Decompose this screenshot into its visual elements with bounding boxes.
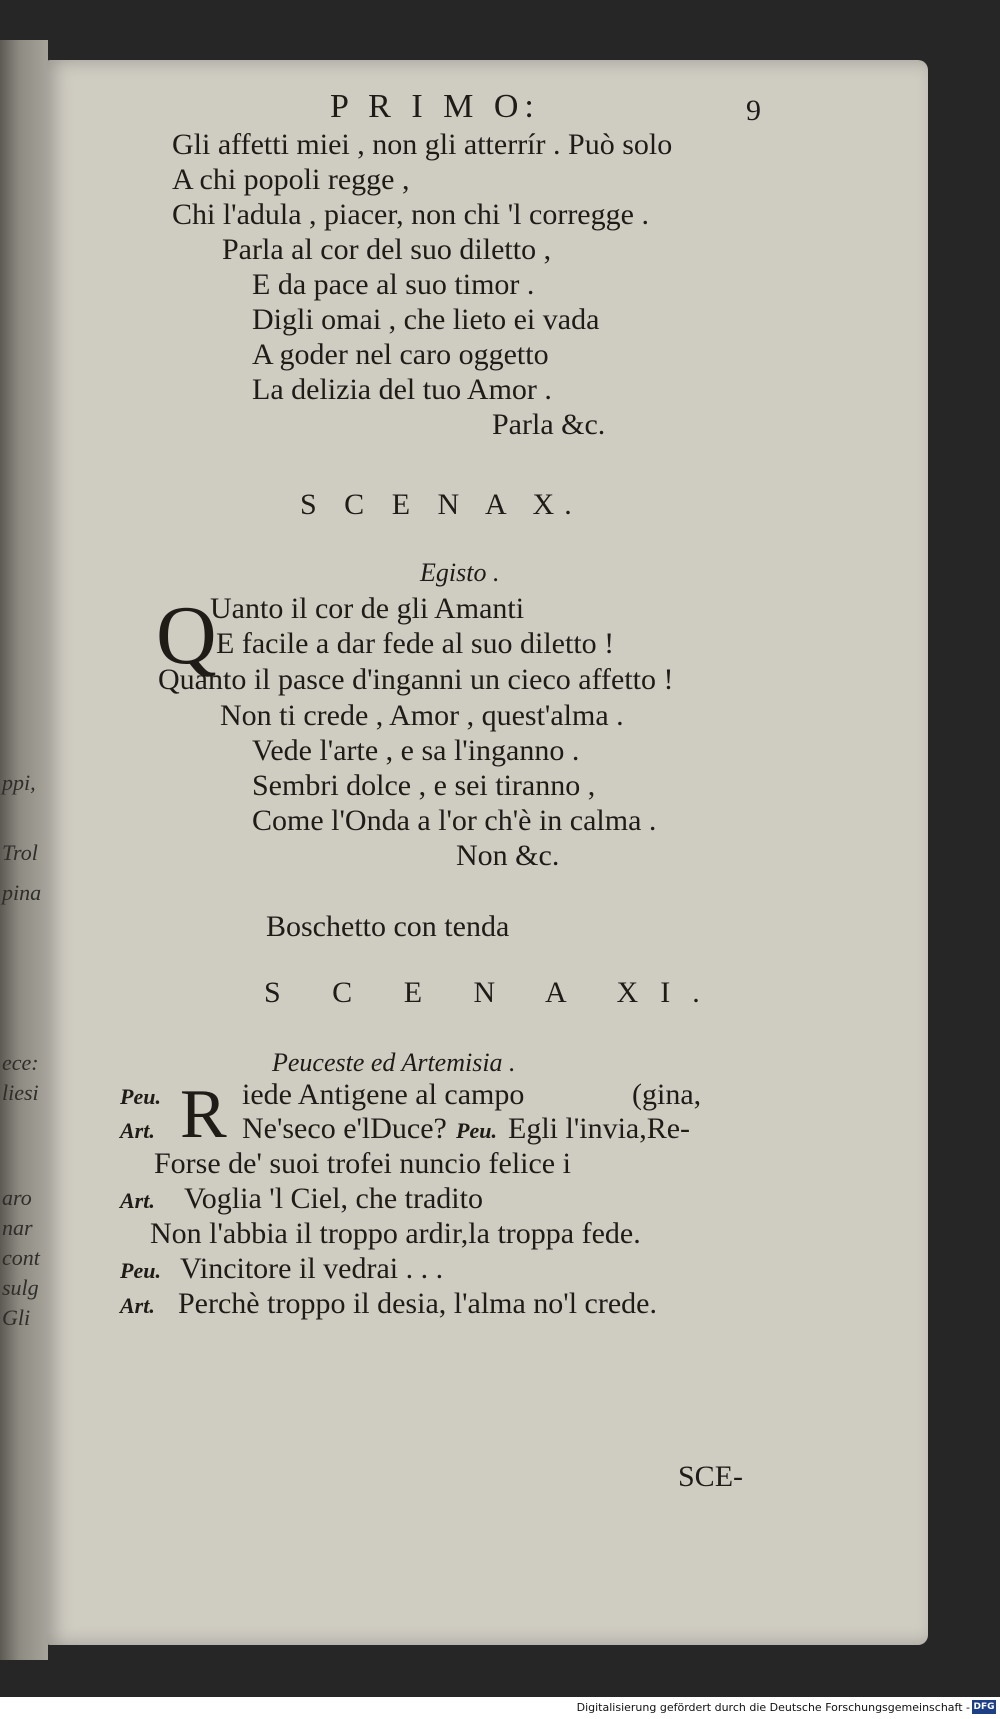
page-number: 9 (746, 94, 761, 127)
verse-line: Non ti crede , Amor , quest'alma . (220, 699, 624, 732)
dialogue-line: Voglia 'l Ciel, che tradito (184, 1182, 483, 1215)
margin-fragment: sulg (2, 1275, 39, 1300)
verse-line: Digli omai , che lieto ei vada (252, 303, 600, 336)
facing-page-edge (0, 40, 48, 1660)
drop-capital: Q (156, 589, 217, 682)
dialogue-line: Non l'abbia il troppo ardir,la troppa fede. (150, 1217, 641, 1250)
margin-fragment: aro (2, 1185, 32, 1210)
dialogue-line: iede Antigene al campo (242, 1078, 525, 1111)
margin-fragment: ppi, (2, 770, 36, 795)
verse-line: Quanto il pasce d'inganni un cieco affetto ! (158, 663, 674, 696)
speaker-abbrev: Peu. (120, 1258, 161, 1283)
speaker-abbrev: Art. (120, 1118, 155, 1143)
dialogue-line-tail: (gina, (632, 1078, 702, 1111)
verse-line: Sembri dolce , e sei tiranno , (252, 769, 596, 802)
running-head: P R I M O: (330, 88, 540, 125)
margin-fragment: Trol (2, 840, 38, 865)
verse-line: La delizia del tuo Amor . (252, 373, 552, 406)
verse-line: Vede l'arte , e sa l'inganno . (252, 734, 580, 767)
speaker-names: Peuceste ed Artemisia . (272, 1048, 516, 1077)
verse-line: Parla al cor del suo diletto , (222, 233, 552, 266)
verse-line: Come l'Onda a l'or ch'è in calma . (252, 804, 657, 837)
scene-heading: S C E N A XI. (264, 976, 722, 1009)
verse-refrain: Parla &c. (492, 408, 606, 441)
dialogue-line: Vincitore il vedrai . . . (180, 1252, 444, 1285)
verse-line: Uanto il cor de gli Amanti (210, 592, 525, 625)
margin-fragment: liesi (2, 1080, 39, 1105)
verse-line: E facile a dar fede al suo diletto ! (216, 627, 615, 660)
verse-line: A chi popoli regge , (172, 163, 410, 196)
book-page (46, 60, 928, 1645)
speaker-abbrev: Art. (120, 1293, 155, 1318)
stage-direction: Boschetto con tenda (266, 910, 510, 943)
dialogue-line: Ne'seco e'lDuce? (242, 1112, 447, 1145)
margin-fragment: cont (2, 1245, 40, 1270)
verse-refrain: Non &c. (456, 839, 560, 872)
speaker-abbrev: Art. (120, 1188, 155, 1213)
digitization-footer (0, 1697, 1000, 1719)
footer-credit: Digitalisierung gefördert durch die Deutsche Forschungsgemeinschaft - (576, 1701, 970, 1714)
speaker-abbrev: Peu. (456, 1118, 497, 1143)
speaker-name: Egisto . (420, 558, 500, 587)
margin-fragment: nar (2, 1215, 33, 1240)
dialogue-line: Perchè troppo il desia, l'alma no'l crede. (178, 1287, 657, 1320)
margin-fragment: Gli (2, 1305, 31, 1330)
drop-capital: R (180, 1076, 227, 1153)
verse-line: E da pace al suo timor . (252, 268, 535, 301)
verse-line: A goder nel caro oggetto (252, 338, 549, 371)
margin-fragment: ece: (2, 1050, 39, 1075)
dialogue-line: Egli l'invia,Re- (508, 1112, 691, 1145)
dialogue-line: Forse de' suoi trofei nuncio felice i (154, 1147, 571, 1180)
speaker-abbrev: Peu. (120, 1084, 161, 1109)
margin-fragment: pina (2, 880, 42, 905)
verse-line: Gli affetti miei , non gli atterrír . Può solo (172, 128, 673, 161)
scene-heading: S C E N A X. (300, 488, 582, 521)
dfg-logo: DFG (973, 1702, 995, 1712)
catchword: SCE- (678, 1460, 744, 1493)
verse-line: Chi l'adula , piacer, non chi 'l corregge . (172, 198, 649, 231)
